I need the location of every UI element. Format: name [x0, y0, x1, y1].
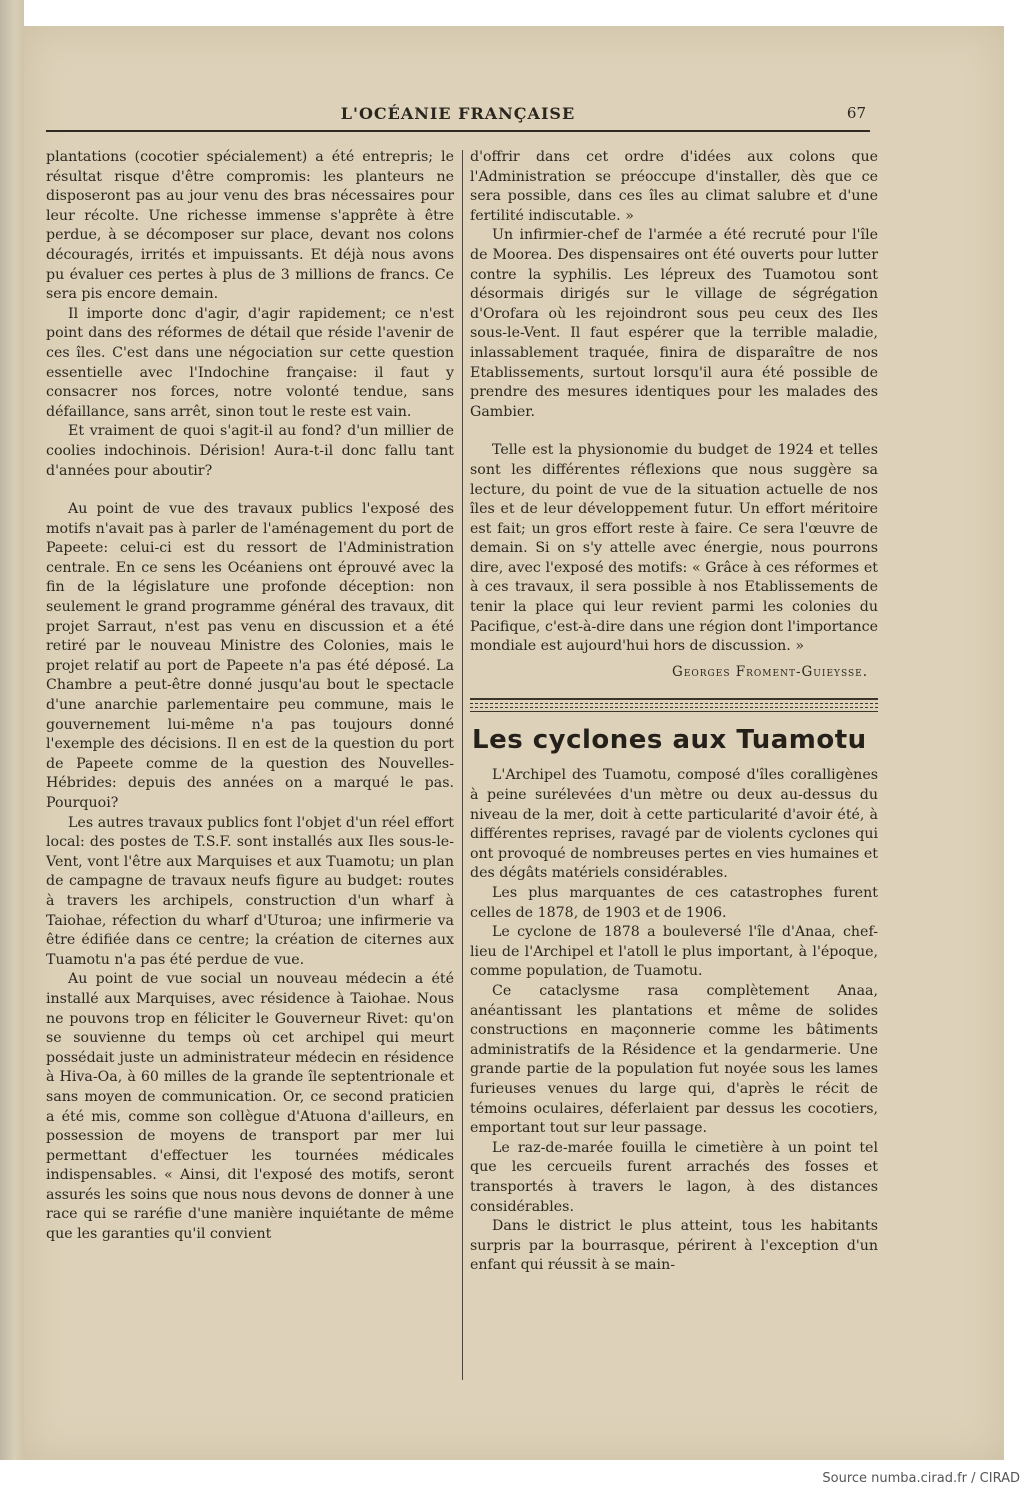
paragraph: Le cyclone de 1878 a bouleversé l'île d'Anaa, chef-lieu de l'Archipel et l'atoll le plus important, à l'époque, comme population, de Tuamotu.: [470, 924, 878, 980]
journal-title: L'OCÉANIE FRANÇAISE: [340, 104, 576, 123]
source-credit: Source numba.cirad.fr / CIRAD: [822, 1471, 1020, 1486]
paragraph: d'offrir dans cet ordre d'idées aux colons que l'Administration se préoccupe d'installer, dès que ce sera possible, dans ces îles au climat salubre et d'une fertilité indiscutable. »: [470, 149, 878, 224]
right-column: [470, 148, 878, 1276]
page-sheet: [24, 26, 1004, 1460]
paragraph: Les plus marquantes de ces catastrophes furent celles de 1878, de 1903 et de 1906.: [470, 885, 878, 921]
paragraph: Le raz-de-marée fouilla le cimetière à un point tel que les cercueils furent arrachés des fosses et transportés à travers le lagon, à des distances considérables.: [470, 1139, 878, 1215]
paragraph: Un infirmier-chef de l'armée a été recruté pour l'île de Moorea. Des dispensaires ont été ouverts pour lutter contre la syphilis. Les lépreux des Tuamotou sont désormais dirigés sur le village de ségrégation d'Orofara où les rejoindront sous peu ceux des Iles sous-le-Vent. Il faut espérer que la terrible maladie, inlassablement traquée, finira de disparaître de nos Etablissements, surtout lorsqu'il aura été possible de prendre des mesures identiques pour les malades des Gambier.: [470, 227, 878, 420]
paragraph: Au point de vue social un nouveau médecin a été installé aux Marquises, avec résidence à Taiohae. Nous ne pouvons trop en féliciter le Gouverneur Rivet: qu'on se souvienne du temps où cet archipel qui meurt possédait juste un administrateur médecin en résidence à Hiva-Oa, à 60 milles de la grande île septentrionale et sans moyen de communication. Or, ce second praticien a été mis, comme son collègue d'Atuona d'ailleurs, en possession de moyens de transport par mer lui permettant d'effectuer les tournées médicales indispensables. « Ainsi, dit l'exposé des motifs, seront assurés les soins que nous nous devons de donner à une race qui se raréfie d'une manière inquiétante de même que les garanties qu'il convient: [46, 971, 454, 1243]
running-header: [46, 100, 870, 132]
paragraph: Il importe donc d'agir, d'agir rapidement; ce n'est point dans des réformes de détail que réside l'avenir de ces îles. C'est dans une négociation sur cette question essentielle avec l'Indochine française: il faut y consacrer nos forces, notre volonté tendue, sans défaillance, sans arrêt, sinon tout le reste est vain.: [46, 305, 454, 420]
author-signature: Georges Froment-Guieysse.: [672, 663, 868, 680]
left-column: [46, 148, 454, 1245]
paragraph: Ce cataclysme rasa complètement Anaa, anéantissant les plantations et même de solides constructions en maçonnerie comme les bâtiments administratifs de la Résidence et la gendarmerie. Une grande partie de la population fut noyée sous les lames furieuses venues du large qui, d'après le récit de témoins oculaires, déferlaient par dessus les cocotiers, emportant tout sur leur passage.: [470, 982, 878, 1137]
column-divider: [462, 150, 463, 1380]
paragraph: Telle est la physionomie du budget de 1924 et telles sont les différentes réflexions que nous suggère sa lecture, du point de vue de la situation actuelle de nos îles et de leur développement futur. Un effort méritoire est fait; un gros effort reste à faire. Ce sera l'œuvre de demain. Si on s'y attelle avec énergie, nous pourrons dire, avec l'exposé des motifs: « Grâce à ces réformes et à ces travaux, il sera possible à nos Etablissements de tenir la place qui leur revient parmi les colonies du Pacifique, c'est-à-dire dans une région dont l'importance mondiale est aujourd'hui hors de discussion. »: [470, 442, 878, 655]
page-number: 67: [846, 104, 866, 122]
paragraph: L'Archipel des Tuamotu, composé d'îles coralligènes à peine surélevées d'un mètre ou deux au-dessus du niveau de la mer, doit à cette particularité d'avoir été, à différentes reprises, ravagé par de violents cyclones qui ont provoqué de nombreuses pertes en vies humaines et des dégâts matériels considérables.: [470, 767, 878, 882]
section-ornament-rule: [470, 698, 878, 712]
section-title: Les cyclones aux Tuamotu: [472, 725, 867, 756]
paragraph: Dans le district le plus atteint, tous les habitants surpris par la bourrasque, périrent à l'exception d'un enfant qui réussit à se main-: [470, 1218, 878, 1274]
paragraph: Les autres travaux publics font l'objet d'un réel effort local: des postes de T.S.F. sont installés aux Iles sous-le-Vent, vont l'être aux Marquises et aux Tuamotu; un plan de campagne de travaux neufs figure au budget: routes à travers les archipels, construction d'un wharf à Taiohae, réfection du wharf d'Uturoa; une infirmerie va être édifiée dans ce centre; la création de citernes aux Tuamotu n'a pas été perdue de vue.: [46, 814, 454, 968]
paragraph: Et vraiment de quoi s'agit-il au fond? d'un millier de coolies indochinois. Dérision! Aura-t-il donc fallu tant d'années pour aboutir?: [46, 423, 454, 479]
paragraph: plantations (cocotier spécialement) a été entrepris; le résultat risque d'être compromis: les planteurs ne disposeront pas au jour venu des bras nécessaires pour leur récolte. Une richesse immense s'apprête à être perdue, à se décomposer sur place, devant nos colons découragés, irrités et impuissants. Et déjà nous avons pu évaluer ces pertes à plus de 3 millions de francs. Ce sera pis encore demain.: [46, 149, 454, 303]
paragraph: Au point de vue des travaux publics l'exposé des motifs n'avait pas à parler de l'aménagement du port de Papeete: celui-ci est du ressort de l'Administration centrale. En ce sens les Océaniens ont éprouvé avec la fin de la législature une profonde déception: non seulement le grand programme général des travaux, dit projet Sarraut, n'est pas venu en discussion et a été retiré par le nouveau Ministre des Colonies, mais le projet relatif au port de Papeete n'a pas été déposé. La Chambre a peut-être donné jusqu'au bout le spectacle d'une anarchie parlementaire peu commune, mais le gouvernement lui-même n'a pas toujours donné l'exemple des décisions. Il en est de la question du port de Papeete comme de la question des Nouvelles-Hébrides: depuis des années on a marqué le pas. Pourquoi?: [46, 501, 454, 811]
scan-binding-edge: [0, 0, 24, 1460]
